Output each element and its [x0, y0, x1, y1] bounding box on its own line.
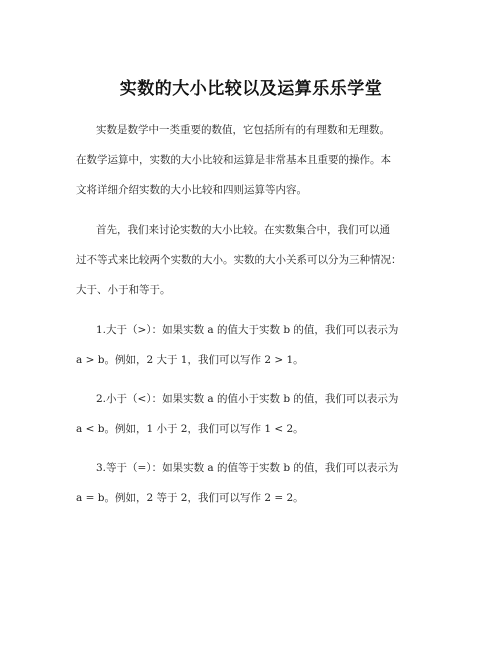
comparison-line-3: 大于、小于和等于。	[76, 284, 171, 296]
intro-line-2: 在数学运算中，实数的大小比较和运算是非常基本且重要的操作。本	[76, 154, 391, 166]
item-less-line-1: 2.小于（<）：如果实数 a 的值小于实数 b 的值，我们可以表示为	[96, 393, 399, 405]
intro-line-1: 实数是数学中一类重要的数值，它包括所有的有理数和无理数。	[96, 124, 390, 136]
item-greater-line-1: 1.大于（>）：如果实数 a 的值大于实数 b 的值，我们可以表示为	[96, 324, 399, 336]
document-title: 实数的大小比较以及运算乐乐学堂	[119, 79, 383, 99]
item-less-line-2: a < b。例如，1 小于 2，我们可以写作 1 < 2。	[76, 423, 304, 435]
comparison-line-1: 首先，我们来讨论实数的大小比较。在实数集合中，我们可以通	[96, 224, 390, 236]
item-equal-line-1: 3.等于（=）：如果实数 a 的值等于实数 b 的值，我们可以表示为	[96, 462, 399, 474]
comparison-line-2: 过不等式来比较两个实数的大小。实数的大小关系可以分为三种情况：	[76, 254, 402, 266]
intro-line-3: 文将详细介绍实数的大小比较和四则运算等内容。	[76, 184, 307, 196]
item-greater-line-2: a > b。例如，2 大于 1，我们可以写作 2 > 1。	[76, 354, 304, 366]
item-equal-line-2: a = b。例如，2 等于 2，我们可以写作 2 = 2。	[76, 492, 304, 504]
